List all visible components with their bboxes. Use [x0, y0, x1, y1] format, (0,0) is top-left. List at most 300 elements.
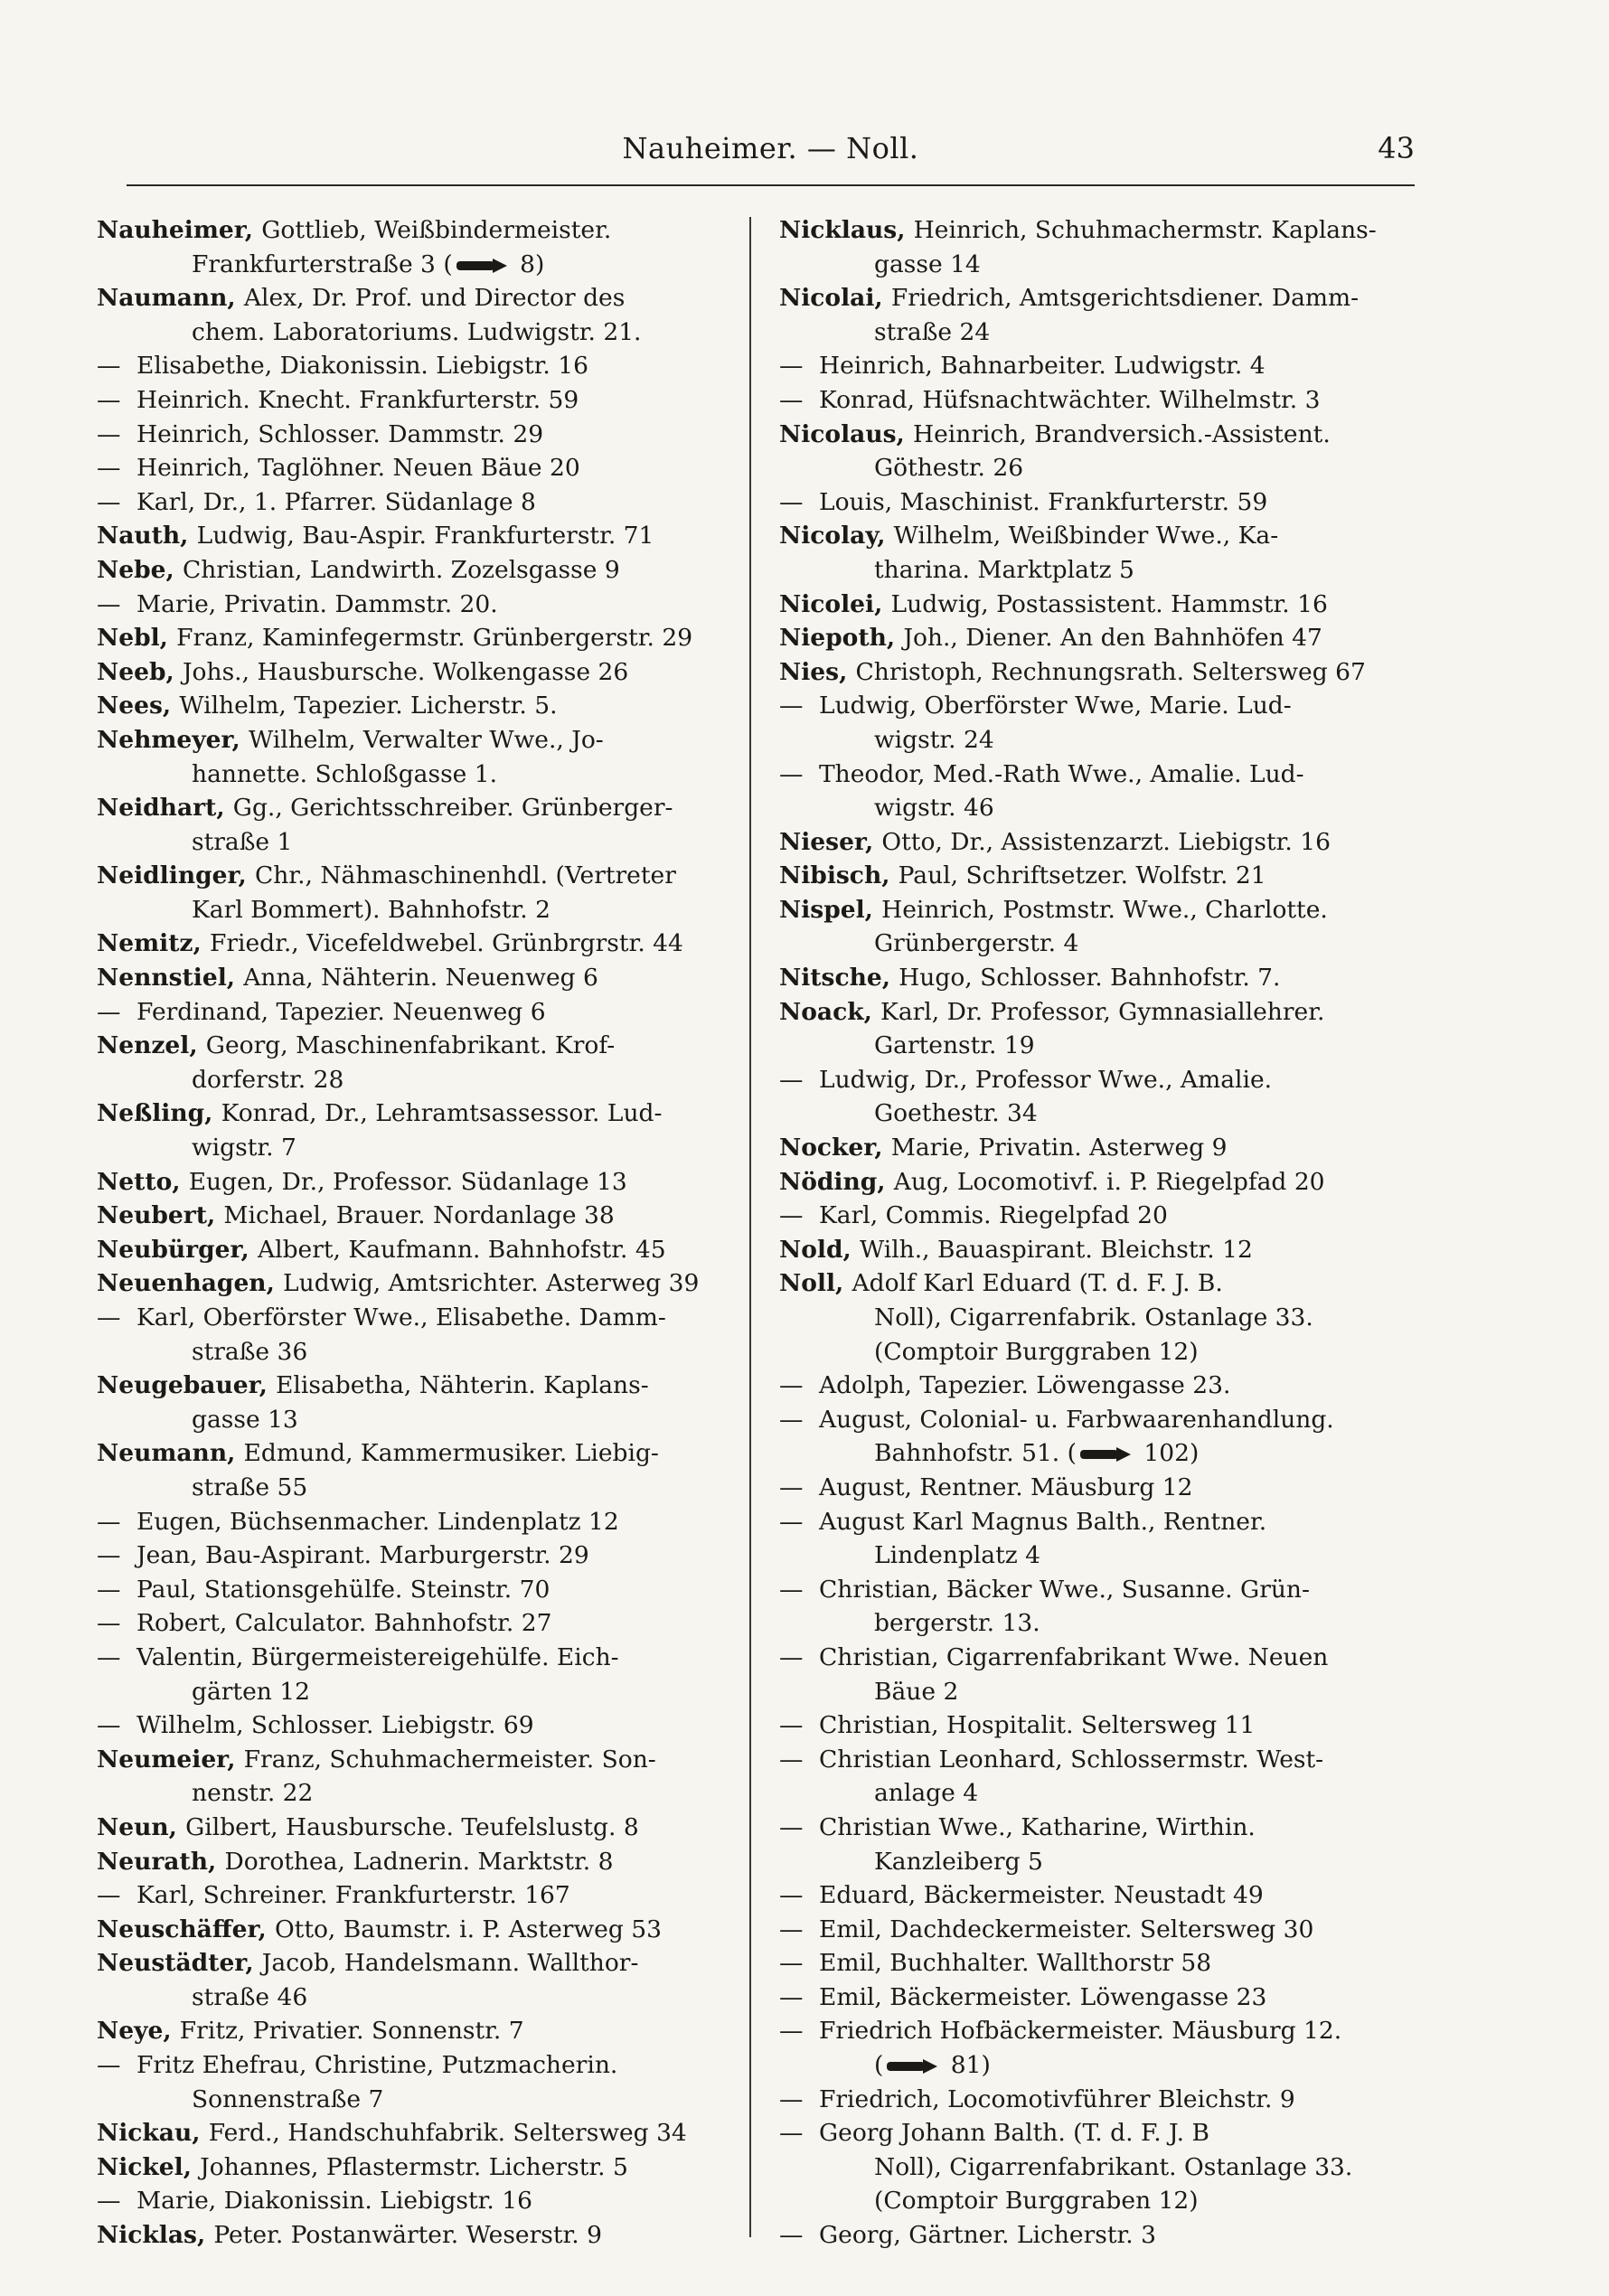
- entry-line: Neye, Fritz, Privatier. Sonnenstr. 7: [97, 2017, 524, 2046]
- ditto-dash: —: [97, 1642, 121, 1671]
- directory-entry: [97, 1029, 711, 1096]
- entry-line: — Theodor, Med.-Rath Wwe., Amalie. Lud-: [779, 757, 1394, 792]
- entry-line: Nennstiel, Anna, Nähterin. Neuenweg 6: [97, 964, 598, 993]
- surname: Nicklaus,: [779, 216, 914, 244]
- directory-entry: [97, 995, 711, 1030]
- directory-entry: [97, 1573, 711, 1607]
- entry-line: — Karl, Oberförster Wwe., Elisabethe. Damm-: [97, 1301, 711, 1335]
- entry-line: Neidlinger, Chr., Nähmaschinenhdl. (Vertreter: [97, 861, 676, 890]
- entry-continuation: wigstr. 46: [874, 794, 994, 823]
- ditto-dash: —: [779, 1371, 804, 1400]
- surname: Nemitz,: [97, 929, 210, 958]
- directory-entry: [97, 1369, 711, 1436]
- entry-continuation: wigstr. 24: [874, 725, 994, 754]
- ditto-dash: —: [779, 2084, 804, 2113]
- directory-entry: [97, 1946, 711, 2014]
- entry-line: Niepoth, Joh., Diener. An den Bahnhöfen 47: [779, 624, 1322, 653]
- directory-entry: [779, 621, 1394, 655]
- entry-line: — August, Rentner. Mäusburg 12: [779, 1471, 1394, 1505]
- directory-entry: [97, 689, 711, 723]
- surname: Neye,: [97, 2017, 180, 2046]
- surname: Nehmeyer,: [97, 725, 249, 754]
- directory-entry: [779, 1573, 1394, 1641]
- ditto-dash: —: [97, 1609, 121, 1638]
- entry-continuation: wigstr. 7: [192, 1134, 296, 1162]
- directory-entry: [779, 655, 1394, 690]
- surname: Noack,: [779, 997, 881, 1026]
- entry-line: — Christian, Cigarrenfabrikant Wwe. Neuen: [779, 1641, 1394, 1675]
- ditto-dash: —: [97, 997, 121, 1026]
- entry-line: Nispel, Heinrich, Postmstr. Wwe., Charlotte.: [779, 895, 1328, 924]
- directory-entry: [779, 281, 1394, 349]
- directory-entry: [779, 1063, 1394, 1131]
- surname: Neuschäffer,: [97, 1915, 275, 1943]
- surname: Nicolai,: [779, 284, 891, 313]
- ditto-dash: —: [97, 2187, 121, 2216]
- entry-continuation: ( 81): [874, 2051, 991, 2080]
- surname: Neustädter,: [97, 1949, 262, 1978]
- entry-continuation: (Comptoir Burggraben 12): [874, 1337, 1199, 1366]
- directory-entry: [779, 995, 1394, 1063]
- entry-line: Nöding, Aug, Locomotivf. i. P. Riegelpfad 20: [779, 1167, 1325, 1196]
- entry-continuation: Göthestr. 26: [874, 454, 1024, 483]
- entry-continuation: Lindenplatz 4: [874, 1541, 1040, 1570]
- directory-entry: [97, 281, 711, 349]
- surname: Noll,: [779, 1269, 852, 1298]
- entry-continuation: nenstr. 22: [192, 1779, 314, 1808]
- entry-line: — Emil, Dachdeckermeister. Seltersweg 30: [779, 1913, 1394, 1947]
- column-divider: [749, 217, 751, 2237]
- entry-line: — Ferdinand, Tapezier. Neuenweg 6: [97, 995, 711, 1030]
- directory-entry: [97, 859, 711, 927]
- directory-entry: [779, 1369, 1394, 1403]
- directory-entry: [97, 927, 711, 961]
- ditto-dash: —: [97, 1711, 121, 1740]
- ditto-dash: —: [779, 1507, 804, 1536]
- directory-entry: [97, 1096, 711, 1164]
- entry-line: — Eugen, Büchsenmacher. Lindenplatz 12: [97, 1505, 711, 1539]
- ditto-dash: —: [779, 2017, 804, 2046]
- directory-entry: [779, 1913, 1394, 1947]
- telephone-icon: [887, 2058, 939, 2075]
- entry-line: — Fritz Ehefrau, Christine, Putzmacherin.: [97, 2048, 711, 2083]
- entry-line: — Valentin, Bürgermeistereigehülfe. Eich-: [97, 1641, 711, 1675]
- directory-entry: [779, 859, 1394, 893]
- entry-line: Neeb, Johs., Hausbursche. Wolkengasse 26: [97, 657, 629, 686]
- entry-line: — Paul, Stationsgehülfe. Steinstr. 70: [97, 1573, 711, 1607]
- entry-line: — Christian, Hospitalit. Seltersweg 11: [779, 1708, 1394, 1743]
- entry-line: Nees, Wilhelm, Tapezier. Licherstr. 5.: [97, 692, 558, 720]
- surname: Nicolei,: [779, 589, 891, 618]
- entry-line: Neubürger, Albert, Kaufmann. Bahnhofstr. 45: [97, 1235, 666, 1264]
- ditto-dash: —: [97, 1541, 121, 1570]
- entry-line: — Christian Leonhard, Schlossermstr. West-: [779, 1743, 1394, 1777]
- directory-entry: [97, 2048, 711, 2116]
- surname: Nocker,: [779, 1134, 891, 1162]
- directory-entry: [97, 723, 711, 791]
- entry-continuation: straße 1: [192, 827, 293, 856]
- directory-entry: [97, 1436, 711, 1504]
- directory-entry: [97, 418, 711, 452]
- entry-line: — Karl, Commis. Riegelpfad 20: [779, 1199, 1394, 1233]
- directory-entry: [97, 1708, 711, 1743]
- ditto-dash: —: [779, 1711, 804, 1740]
- ditto-dash: —: [779, 1982, 804, 2011]
- surname: Nibisch,: [779, 861, 899, 890]
- entry-continuation: Bahnhofstr. 51. ( 102): [874, 1439, 1200, 1468]
- directory-entry: [779, 2014, 1394, 2082]
- directory-entry: [97, 519, 711, 553]
- surname: Nenzel,: [97, 1031, 206, 1060]
- directory-entry: [779, 213, 1394, 281]
- running-head: Nauheimer. — Noll.: [622, 131, 919, 165]
- surname: Nauheimer,: [97, 216, 262, 244]
- entry-line: — Heinrich, Bahnarbeiter. Ludwigstr. 4: [779, 349, 1394, 383]
- directory-entry: [779, 1471, 1394, 1505]
- surname: Neidlinger,: [97, 861, 255, 890]
- entry-line: — Heinrich, Schlosser. Dammstr. 29: [97, 418, 711, 452]
- entry-line: Naumann, Alex, Dr. Prof. und Director des: [97, 284, 626, 313]
- directory-entry: [97, 1845, 711, 1879]
- entry-line: Nebl, Franz, Kaminfegermstr. Grünbergerstr. 29: [97, 624, 693, 653]
- entry-line: Nicolei, Ludwig, Postassistent. Hammstr. 16: [779, 589, 1328, 618]
- directory-entry: [779, 1199, 1394, 1233]
- directory-entry: [97, 2184, 711, 2218]
- surname: Neun,: [97, 1812, 186, 1841]
- surname: Nebl,: [97, 624, 177, 653]
- entry-line: Neidhart, Gg., Gerichtsschreiber. Grünberger-: [97, 794, 673, 823]
- entry-line: Nickau, Ferd., Handschuhfabrik. Seltersweg 34: [97, 2119, 687, 2148]
- ditto-dash: —: [97, 487, 121, 516]
- ditto-dash: —: [97, 2051, 121, 2080]
- directory-entry: [779, 1233, 1394, 1267]
- directory-entry: [779, 1878, 1394, 1913]
- ditto-dash: —: [97, 589, 121, 618]
- entry-line: — Wilhelm, Schlosser. Liebigstr. 69: [97, 1708, 711, 1743]
- ditto-dash: —: [779, 385, 804, 414]
- directory-entry: [779, 757, 1394, 825]
- entry-line: Nieser, Otto, Dr., Assistenzarzt. Liebigstr. 16: [779, 827, 1331, 856]
- surname: Neumann,: [97, 1439, 244, 1468]
- entry-line: — Konrad, Hüfsnachtwächter. Wilhelmstr. 3: [779, 383, 1394, 418]
- ditto-dash: —: [779, 1065, 804, 1094]
- entry-line: Neustädter, Jacob, Handelsmann. Wallthor-: [97, 1949, 639, 1978]
- directory-entry: [97, 1606, 711, 1641]
- entry-line: Nicolaus, Heinrich, Brandversich.-Assistent.: [779, 419, 1331, 448]
- entry-continuation: Sonnenstraße 7: [192, 2084, 384, 2113]
- ditto-dash: —: [779, 1812, 804, 1841]
- entry-line: Neuschäffer, Otto, Baumstr. i. P. Asterweg 53: [97, 1915, 662, 1943]
- entry-line: Nauth, Ludwig, Bau-Aspir. Frankfurterstr. 71: [97, 522, 654, 550]
- ditto-dash: —: [97, 385, 121, 414]
- entry-line: — Emil, Bäckermeister. Löwengasse 23: [779, 1981, 1394, 2015]
- surname: Neeb,: [97, 657, 183, 686]
- entry-continuation: Karl Bommert). Bahnhofstr. 2: [192, 895, 550, 924]
- directory-entry: [97, 383, 711, 418]
- entry-line: Nickel, Johannes, Pflastermstr. Licherstr. 5: [97, 2152, 628, 2181]
- telephone-icon: [1080, 1446, 1133, 1463]
- entry-line: Neumeier, Franz, Schuhmachermeister. Son-: [97, 1745, 656, 1774]
- entry-line: Nebe, Christian, Landwirth. Zozelsgasse 9: [97, 555, 620, 584]
- directory-entry: [779, 1131, 1394, 1165]
- entry-line: Neun, Gilbert, Hausbursche. Teufelslustg. 8: [97, 1812, 639, 1841]
- directory-entry: [779, 1165, 1394, 1200]
- directory-entry: [97, 349, 711, 383]
- entry-continuation: Frankfurterstraße 3 ( 8): [192, 249, 545, 278]
- left-column: [97, 213, 711, 2253]
- surname: Netto,: [97, 1167, 189, 1196]
- surname: Nicklas,: [97, 2221, 214, 2250]
- ditto-dash: —: [779, 1949, 804, 1978]
- ditto-dash: —: [779, 759, 804, 788]
- ditto-dash: —: [779, 1201, 804, 1230]
- directory-entry: [97, 451, 711, 485]
- ditto-dash: —: [779, 1745, 804, 1774]
- surname: Nispel,: [779, 895, 882, 924]
- surname: Neubürger,: [97, 1235, 258, 1264]
- entry-line: Nibisch, Paul, Schriftsetzer. Wolfstr. 21: [779, 861, 1266, 890]
- entry-line: Neurath, Dorothea, Ladnerin. Marktstr. 8: [97, 1847, 614, 1876]
- entry-line: Nehmeyer, Wilhelm, Verwalter Wwe., Jo-: [97, 725, 604, 754]
- directory-entry: [97, 1165, 711, 1200]
- directory-entry: [779, 825, 1394, 860]
- entry-continuation: gasse 13: [192, 1405, 298, 1434]
- entry-line: Nold, Wilh., Bauaspirant. Bleichstr. 12: [779, 1235, 1253, 1264]
- surname: Nees,: [97, 692, 180, 720]
- entry-line: Netto, Eugen, Dr., Professor. Südanlage 13: [97, 1167, 627, 1196]
- surname: Nieser,: [779, 827, 882, 856]
- directory-entry: [779, 1505, 1394, 1573]
- surname: Niepoth,: [779, 624, 904, 653]
- entry-line: — Georg Johann Balth. (T. d. F. J. B: [779, 2116, 1394, 2150]
- directory-entry: [779, 1708, 1394, 1743]
- entry-continuation: gasse 14: [874, 249, 981, 278]
- entry-line: Neuenhagen, Ludwig, Amtsrichter. Asterweg 39: [97, 1269, 700, 1298]
- ditto-dash: —: [779, 352, 804, 381]
- directory-entry: [97, 1199, 711, 1233]
- entry-line: — Louis, Maschinist. Frankfurterstr. 59: [779, 485, 1394, 520]
- directory-entry: [97, 1641, 711, 1708]
- entry-continuation: straße 36: [192, 1337, 308, 1366]
- directory-entry: [779, 1946, 1394, 1981]
- entry-line: — Marie, Privatin. Dammstr. 20.: [97, 588, 711, 622]
- entry-line: Neumann, Edmund, Kammermusiker. Liebig-: [97, 1439, 659, 1468]
- entry-line: Nocker, Marie, Privatin. Asterweg 9: [779, 1134, 1228, 1162]
- ditto-dash: —: [779, 692, 804, 720]
- directory-entry: [779, 1266, 1394, 1369]
- entry-continuation: bergerstr. 13.: [874, 1609, 1040, 1638]
- entry-continuation: Noll), Cigarrenfabrikant. Ostanlage 33.: [874, 2152, 1353, 2181]
- directory-entry: [779, 383, 1394, 418]
- directory-entry: [97, 1913, 711, 1947]
- entry-line: — Robert, Calculator. Bahnhofstr. 27: [97, 1606, 711, 1641]
- ditto-dash: —: [779, 1642, 804, 1671]
- page-header: [127, 122, 1415, 185]
- entry-line: Nicolay, Wilhelm, Weißbinder Wwe., Ka-: [779, 522, 1279, 550]
- entry-line: Nauheimer, Gottlieb, Weißbindermeister.: [97, 216, 612, 244]
- entry-continuation: Grünbergerstr. 4: [874, 929, 1079, 958]
- directory-entry: [779, 1641, 1394, 1708]
- directory-entry: [97, 1505, 711, 1539]
- entry-line: — Ludwig, Oberförster Wwe, Marie. Lud-: [779, 689, 1394, 723]
- directory-entry: [779, 2116, 1394, 2218]
- ditto-dash: —: [779, 1575, 804, 1604]
- entry-continuation: chem. Laboratoriums. Ludwigstr. 21.: [192, 317, 642, 346]
- directory-entry: [779, 2218, 1394, 2253]
- surname: Nebe,: [97, 555, 183, 584]
- ditto-dash: —: [779, 1473, 804, 1501]
- entry-continuation: straße 46: [192, 1982, 308, 2011]
- directory-entry: [97, 2150, 711, 2185]
- surname: Nennstiel,: [97, 964, 244, 993]
- entry-line: — Karl, Schreiner. Frankfurterstr. 167: [97, 1878, 711, 1913]
- ditto-dash: —: [97, 1881, 121, 1910]
- entry-line: — Heinrich. Knecht. Frankfurterstr. 59: [97, 383, 711, 418]
- surname: Nicolaus,: [779, 419, 913, 448]
- entry-continuation: dorferstr. 28: [192, 1065, 344, 1094]
- entry-line: — Georg, Gärtner. Licherstr. 3: [779, 2218, 1394, 2253]
- directory-entry: [97, 2014, 711, 2048]
- entry-line: — Ludwig, Dr., Professor Wwe., Amalie.: [779, 1063, 1394, 1097]
- entry-line: Neßling, Konrad, Dr., Lehramtsassessor. Lud-: [97, 1099, 663, 1128]
- surname: Nickau,: [97, 2119, 209, 2148]
- directory-entry: [97, 485, 711, 520]
- surname: Nicolay,: [779, 522, 894, 550]
- directory-entry: [97, 1811, 711, 1845]
- entry-line: — Heinrich, Taglöhner. Neuen Bäue 20: [97, 451, 711, 485]
- surname: Neuenhagen,: [97, 1269, 284, 1298]
- surname: Nickel,: [97, 2152, 201, 2181]
- directory-entry: [779, 418, 1394, 485]
- directory-entry: [779, 1743, 1394, 1811]
- header-rule: [127, 184, 1415, 186]
- directory-entry: [779, 349, 1394, 383]
- entry-line: — Adolph, Tapezier. Löwengasse 23.: [779, 1369, 1394, 1403]
- ditto-dash: —: [779, 1915, 804, 1943]
- entry-line: — Elisabethe, Diakonissin. Liebigstr. 16: [97, 349, 711, 383]
- entry-line: — Friedrich Hofbäckermeister. Mäusburg 12.: [779, 2014, 1394, 2048]
- directory-entry: [97, 1266, 711, 1301]
- directory-entry: [97, 1233, 711, 1267]
- ditto-dash: —: [779, 2221, 804, 2250]
- ditto-dash: —: [779, 1881, 804, 1910]
- ditto-dash: —: [97, 419, 121, 448]
- entry-line: Nemitz, Friedr., Vicefeldwebel. Grünbrgrstr. 44: [97, 929, 683, 958]
- directory-entry: [97, 213, 711, 281]
- directory-entry: [779, 1981, 1394, 2015]
- directory-entry: [97, 2116, 711, 2150]
- directory-entry: [779, 2083, 1394, 2117]
- directory-entry: [779, 588, 1394, 622]
- entry-line: Noll, Adolf Karl Eduard (T. d. F. J. B.: [779, 1269, 1223, 1298]
- entry-line: — Christian Wwe., Katharine, Wirthin.: [779, 1811, 1394, 1845]
- ditto-dash: —: [779, 2119, 804, 2148]
- surname: Neßling,: [97, 1099, 221, 1128]
- ditto-dash: —: [97, 1507, 121, 1536]
- entry-continuation: tharina. Marktplatz 5: [874, 555, 1134, 584]
- surname: Neidhart,: [97, 794, 233, 823]
- entry-line: Nenzel, Georg, Maschinenfabrikant. Krof-: [97, 1031, 616, 1060]
- entry-line: Neugebauer, Elisabetha, Nähterin. Kaplans-: [97, 1371, 649, 1400]
- directory-entry: [97, 588, 711, 622]
- ditto-dash: —: [779, 487, 804, 516]
- directory-entry: [97, 961, 711, 995]
- surname: Neurath,: [97, 1847, 225, 1876]
- surname: Neugebauer,: [97, 1371, 277, 1400]
- entry-continuation: Goethestr. 34: [874, 1099, 1038, 1128]
- surname: Nöding,: [779, 1167, 894, 1196]
- directory-entry: [779, 485, 1394, 520]
- directory-entry: [97, 553, 711, 588]
- ditto-dash: —: [97, 1575, 121, 1604]
- surname: Nold,: [779, 1235, 860, 1264]
- directory-entry: [779, 961, 1394, 995]
- ditto-dash: —: [97, 454, 121, 483]
- entry-line: — August, Colonial- u. Farbwaarenhandlung.: [779, 1403, 1394, 1437]
- right-column: [779, 213, 1394, 2253]
- entry-line: — Christian, Bäcker Wwe., Susanne. Grün-: [779, 1573, 1394, 1607]
- entry-continuation: anlage 4: [874, 1779, 979, 1808]
- directory-entry: [97, 1301, 711, 1369]
- directory-entry: [779, 893, 1394, 961]
- surname: Nitsche,: [779, 964, 899, 993]
- entry-line: Nitsche, Hugo, Schlosser. Bahnhofstr. 7.: [779, 964, 1281, 993]
- entry-continuation: (Comptoir Burggraben 12): [874, 2187, 1199, 2216]
- surname: Neubert,: [97, 1201, 224, 1230]
- directory-entry: [779, 689, 1394, 757]
- entry-line: Nicolai, Friedrich, Amtsgerichtsdiener. Damm-: [779, 284, 1360, 313]
- telephone-icon: [456, 258, 509, 274]
- entry-line: — Friedrich, Locomotivführer Bleichstr. 9: [779, 2083, 1394, 2117]
- page-number: 43: [1378, 131, 1415, 165]
- directory-entry: [779, 519, 1394, 587]
- directory-entry: [97, 1743, 711, 1811]
- directory-entry: [97, 655, 711, 690]
- entry-line: — Emil, Buchhalter. Wallthorstr 58: [779, 1946, 1394, 1981]
- surname: Naumann,: [97, 284, 244, 313]
- entry-line: — August Karl Magnus Balth., Rentner.: [779, 1505, 1394, 1539]
- directory-entry: [97, 791, 711, 859]
- entry-line: Nies, Christoph, Rechnungsrath. Seltersweg 67: [779, 657, 1366, 686]
- directory-entry: [97, 1878, 711, 1913]
- entry-line: Nicklas, Peter. Postanwärter. Weserstr. 9: [97, 2221, 602, 2250]
- surname: Nies,: [779, 657, 856, 686]
- directory-entry: [779, 1811, 1394, 1878]
- entry-line: — Eduard, Bäckermeister. Neustadt 49: [779, 1878, 1394, 1913]
- entry-line: — Marie, Diakonissin. Liebigstr. 16: [97, 2184, 711, 2218]
- entry-line: — Karl, Dr., 1. Pfarrer. Südanlage 8: [97, 485, 711, 520]
- entry-continuation: Bäue 2: [874, 1677, 959, 1706]
- entry-line: Noack, Karl, Dr. Professor, Gymnasiallehrer.: [779, 997, 1325, 1026]
- entry-continuation: Gartenstr. 19: [874, 1031, 1035, 1060]
- directory-entry: [97, 2218, 711, 2253]
- entry-continuation: hannette. Schloßgasse 1.: [192, 759, 498, 788]
- directory-entry: [779, 1403, 1394, 1471]
- entry-line: Nicklaus, Heinrich, Schuhmachermstr. Kaplans-: [779, 216, 1377, 244]
- entry-line: — Jean, Bau-Aspirant. Marburgerstr. 29: [97, 1539, 711, 1573]
- entry-continuation: gärten 12: [192, 1677, 310, 1706]
- entry-continuation: Kanzleiberg 5: [874, 1847, 1043, 1876]
- entry-continuation: straße 55: [192, 1473, 308, 1501]
- surname: Neumeier,: [97, 1745, 244, 1774]
- ditto-dash: —: [779, 1405, 804, 1434]
- directory-entry: [97, 1539, 711, 1573]
- ditto-dash: —: [97, 1303, 121, 1331]
- ditto-dash: —: [97, 352, 121, 381]
- entry-continuation: straße 24: [874, 317, 991, 346]
- entry-continuation: Noll), Cigarrenfabrik. Ostanlage 33.: [874, 1303, 1313, 1331]
- surname: Nauth,: [97, 522, 197, 550]
